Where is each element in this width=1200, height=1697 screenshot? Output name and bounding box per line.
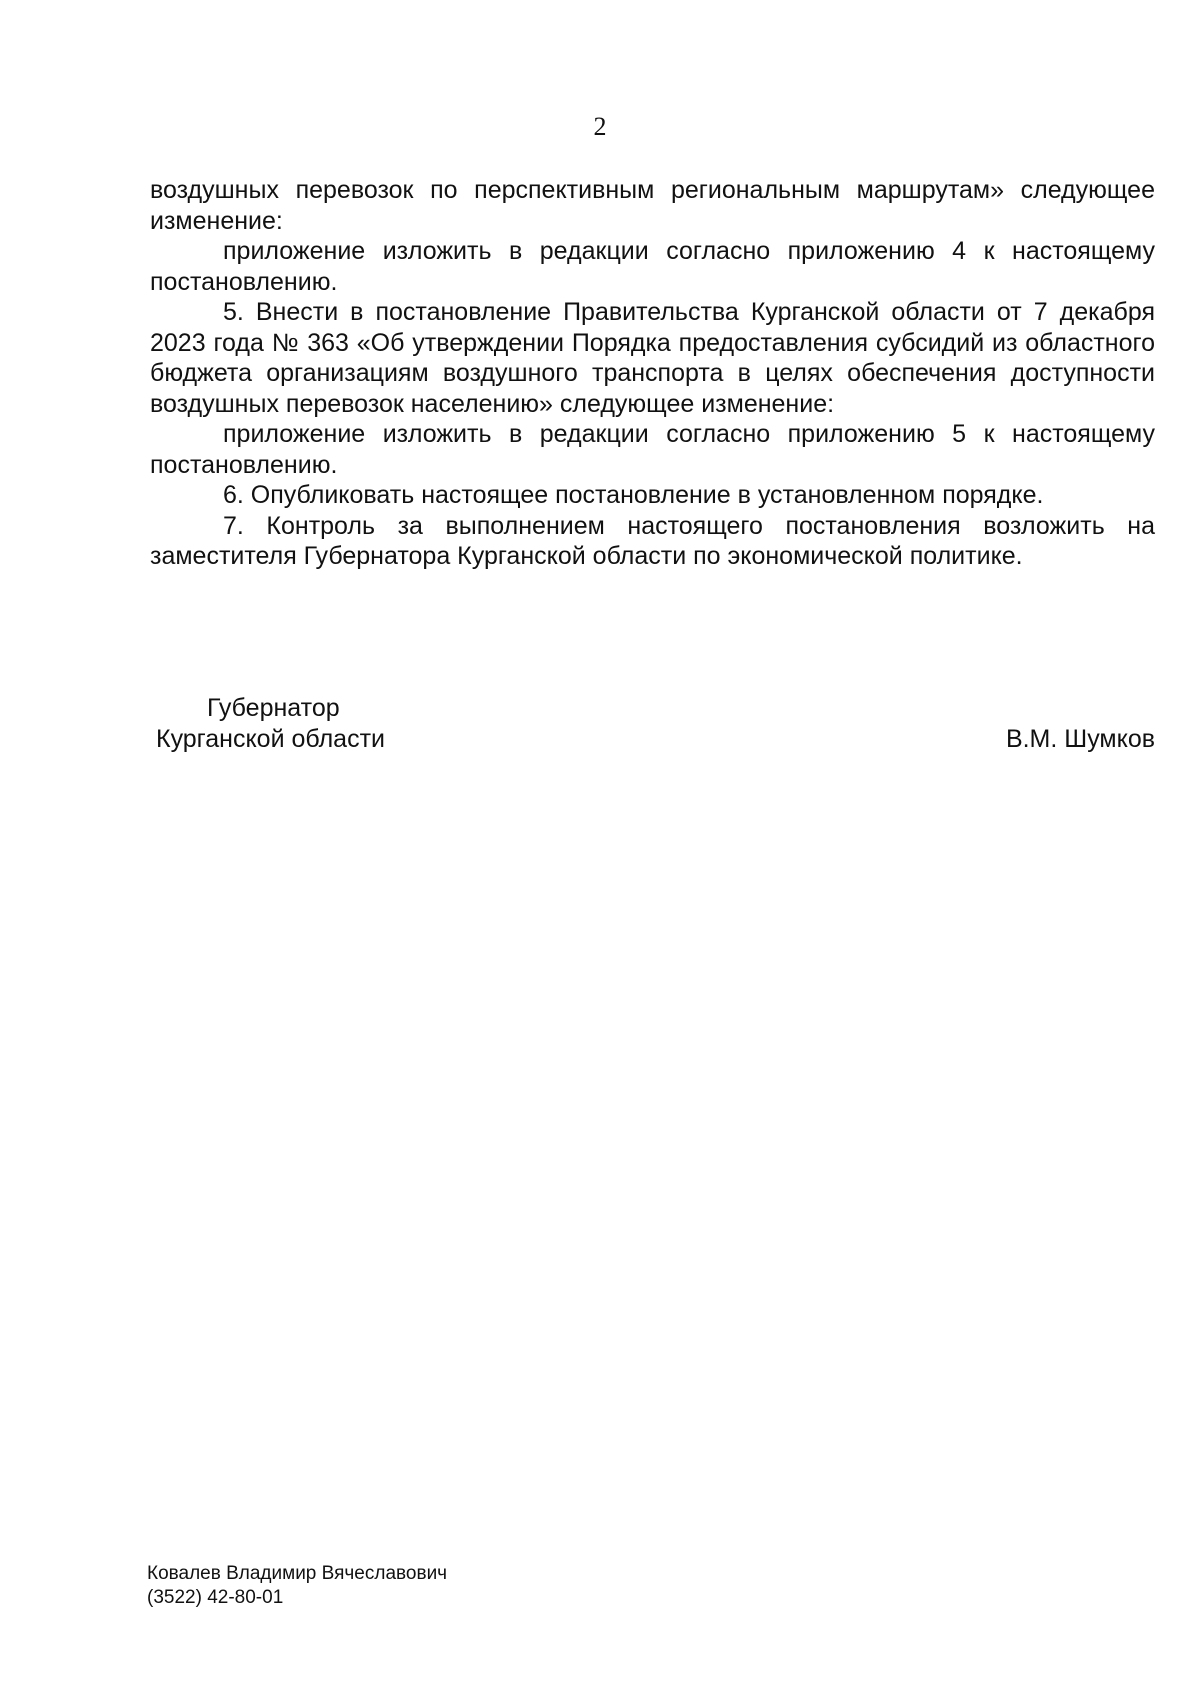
page-number: 2 <box>593 112 607 141</box>
paragraph-item-5: 5. Внести в постановление Правительства Курганской области от 7 декабря 2023 года № 363 «Об утверждении Порядка предоставления субсидий из областного бюджета организациям воздушного транспорта в целях обеспечения доступности воздушных перевозок населению» следующее изменение: <box>150 298 1155 418</box>
executor-name: Ковалев Владимир Вячеславович <box>147 1563 448 1584</box>
paragraph-amendment-appendix-5: приложение изложить в редакции согласно приложению 5 к настоящему постановлению. <box>150 420 1155 479</box>
paragraph-item-7: 7. Контроль за выполнением настоящего постановления возложить на заместителя Губернатора Курганской области по экономической политике. <box>150 511 1155 570</box>
paragraph-amendment-appendix-4: приложение изложить в редакции согласно приложению 4 к настоящему постановлению. <box>150 237 1155 296</box>
document-body <box>150 175 1155 572</box>
executor-phone: (3522) 42-80-01 <box>147 1587 284 1608</box>
executor-footer <box>147 1562 447 1610</box>
paragraph-item-6: 6. Опубликовать настоящее постановление в установленном порядке. <box>223 481 1044 509</box>
signatory-name: В.М. Шумков <box>1005 725 1155 753</box>
signatory-position-line1: Губернатор <box>207 694 340 722</box>
paragraph-continuation: воздушных перевозок по перспективным региональным маршрутам» следующее изменение: <box>150 176 1155 235</box>
signatory-position-line2: Курганской области <box>156 725 386 753</box>
